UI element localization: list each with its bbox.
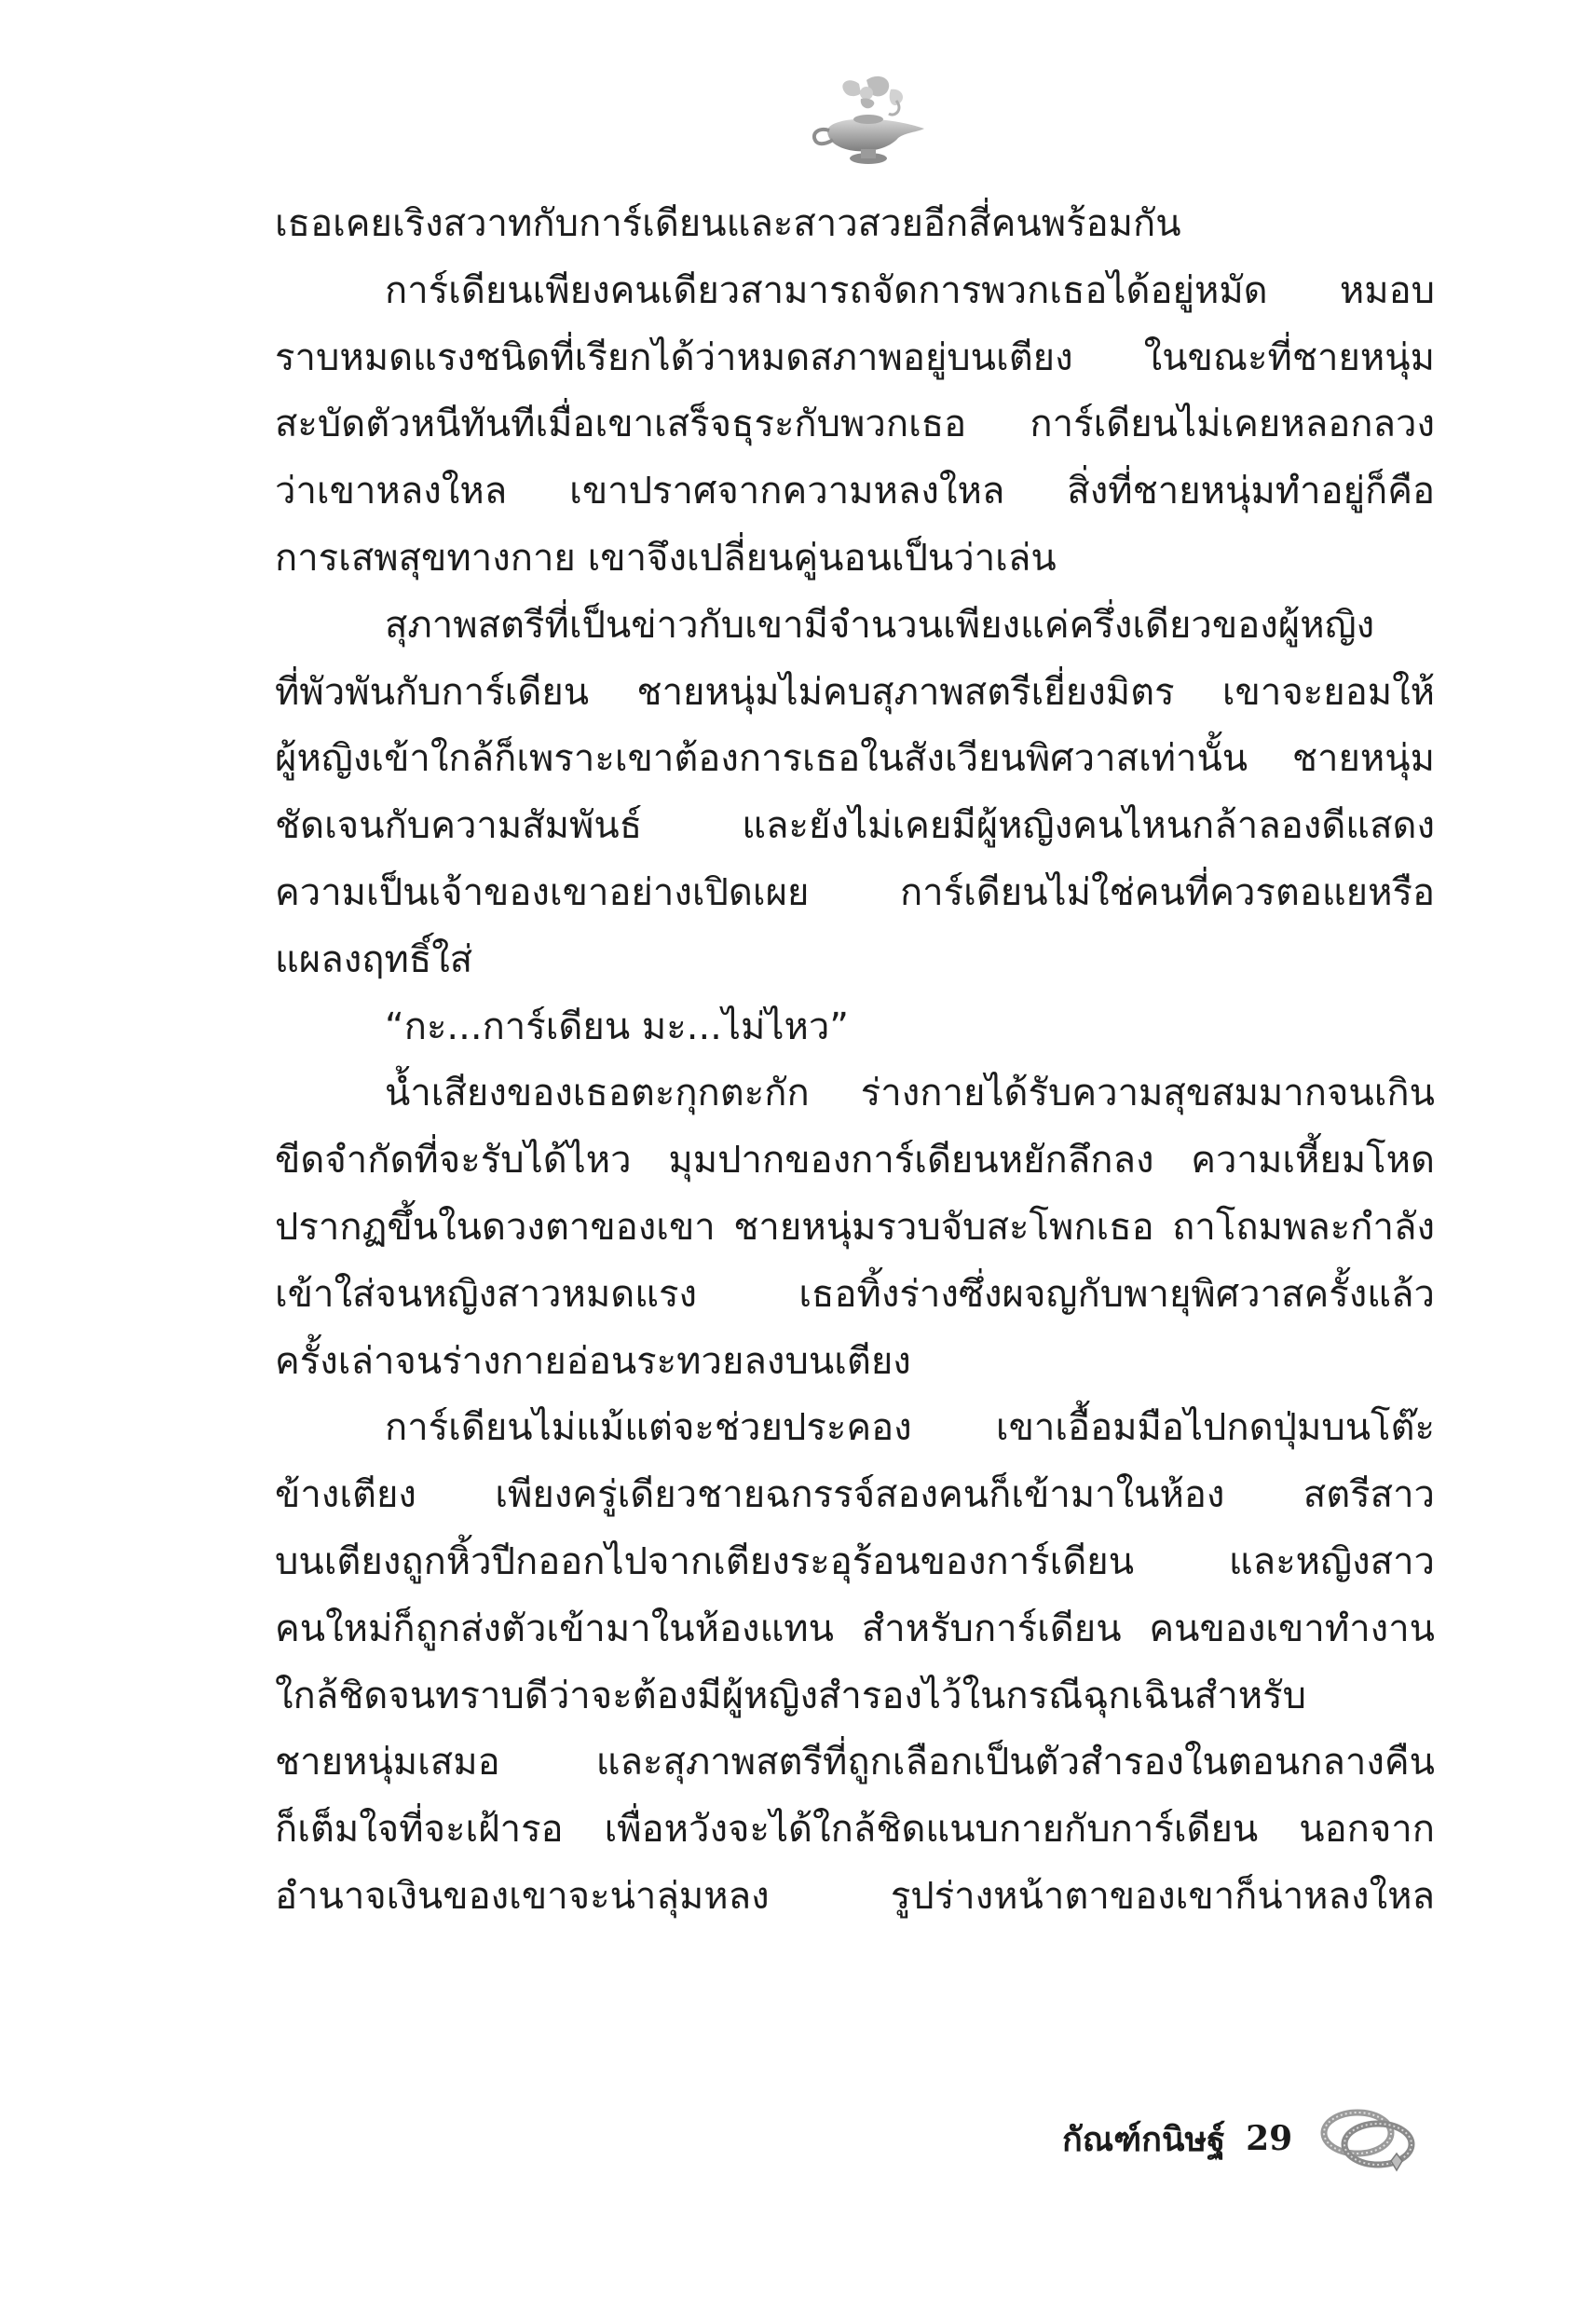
lamp-cherub-ornament-icon <box>801 73 941 175</box>
text-line: อำนาจเงินของเขาจะน่าลุ่มหลง รูปร่างหน้าตาของเขาก็น่าหลงใหล <box>275 1874 1435 1918</box>
text-line: การเสพสุขทางกาย เขาจึงเปลี่ยนคู่นอนเป็นว่าเล่น <box>275 536 1057 580</box>
page-number: 29 <box>1246 2119 1293 2158</box>
text-line: ที่พัวพันกับการ์เดียน ชายหนุ่มไม่คบสุภาพสตรีเยี่ยงมิตร เขาจะยอมให้ <box>275 670 1435 714</box>
text-line: ข้างเตียง เพียงครู่เดียวชายฉกรรจ์สองคนก็เข้ามาในห้อง สตรีสาว <box>275 1473 1435 1517</box>
text-line: น้ำเสียงของเธอตะกุกตะกัก ร่างกายได้รับความสุขสมมากจนเกิน <box>385 1072 1435 1115</box>
wedding-rings-icon <box>1313 2101 1425 2176</box>
text-line: ปรากฏขึ้นในดวงตาของเขา ชายหนุ่มรวบจับสะโพกเธอ ถาโถมพละกำลัง <box>275 1205 1435 1249</box>
text-line: ชายหนุ่มเสมอ และสุภาพสตรีที่ถูกเลือกเป็นตัวสำรองในตอนกลางคืน <box>275 1741 1435 1785</box>
text-line: เธอเคยเริงสวาทกับการ์เดียนและสาวสวยอีกสี่คนพร้อมกัน <box>275 202 1181 245</box>
text-line: ชัดเจนกับความสัมพันธ์ และยังไม่เคยมีผู้หญิงคนไหนกล้าลองดีแสดง <box>275 804 1435 848</box>
text-line: การ์เดียนเพียงคนเดียวสามารถจัดการพวกเธอได้อยู่หมัด หมอบ <box>385 268 1435 312</box>
text-line: การ์เดียนไม่แม้แต่จะช่วยประคอง เขาเอื้อมมือไปกดปุ่มบนโต๊ะ <box>385 1406 1435 1450</box>
text-line: ราบหมดแรงชนิดที่เรียกได้ว่าหมดสภาพอยู่บนเตียง ในขณะที่ชายหนุ่ม <box>275 335 1435 379</box>
page-footer <box>1062 2101 1425 2176</box>
text-line: บนเตียงถูกหิ้วปีกออกไปจากเตียงระอุร้อนของการ์เดียน และหญิงสาว <box>275 1539 1435 1583</box>
text-line: ครั้งเล่าจนร่างกายอ่อนระทวยลงบนเตียง <box>275 1339 911 1383</box>
text-line: คนใหม่ก็ถูกส่งตัวเข้ามาในห้องแทน สำหรับการ์เดียน คนของเขาทำงาน <box>275 1607 1435 1650</box>
text-line: ว่าเขาหลงใหล เขาปราศจากความหลงใหล สิ่งที่ชายหนุ่มทำอยู่ก็คือ <box>275 470 1435 513</box>
body-text <box>275 191 1435 1931</box>
text-line: ใกล้ชิดจนทราบดีว่าจะต้องมีผู้หญิงสำรองไว้ในกรณีฉุกเฉินสำหรับ <box>275 1674 1307 1717</box>
text-line: เข้าใส่จนหญิงสาวหมดแรง เธอทิ้งร่างซึ่งผจญกับพายุพิศวาสครั้งแล้ว <box>275 1272 1435 1316</box>
text-line: ก็เต็มใจที่จะเฝ้ารอ เพื่อหวังจะได้ใกล้ชิดแนบกายกับการ์เดียน นอกจาก <box>275 1808 1435 1852</box>
text-line: ผู้หญิงเข้าใกล้ก็เพราะเขาต้องการเธอในสังเวียนพิศวาสเท่านั้น ชายหนุ่ม <box>275 737 1435 781</box>
text-line: สุภาพสตรีที่เป็นข่าวกับเขามีจำนวนเพียงแค่ครึ่งเดียวของผู้หญิง <box>385 603 1375 647</box>
text-line: แผลงฤทธิ์ใส่ <box>275 937 473 981</box>
text-line: ความเป็นเจ้าของเขาอย่างเปิดเผย การ์เดียนไม่ใช่คนที่ควรตอแยหรือ <box>275 870 1435 914</box>
text-line: สะบัดตัวหนีทันทีเมื่อเขาเสร็จธุระกับพวกเธอ การ์เดียนไม่เคยหลอกลวง <box>275 403 1435 446</box>
text-line: “กะ...การ์เดียน มะ...ไม่ไหว” <box>385 1005 850 1048</box>
book-title: กัณฑ์กนิษฐ์ <box>1062 2119 1226 2159</box>
text-line: ขีดจำกัดที่จะรับได้ไหว มุมปากของการ์เดียนหยักลึกลง ความเหี้ยมโหด <box>275 1139 1435 1183</box>
